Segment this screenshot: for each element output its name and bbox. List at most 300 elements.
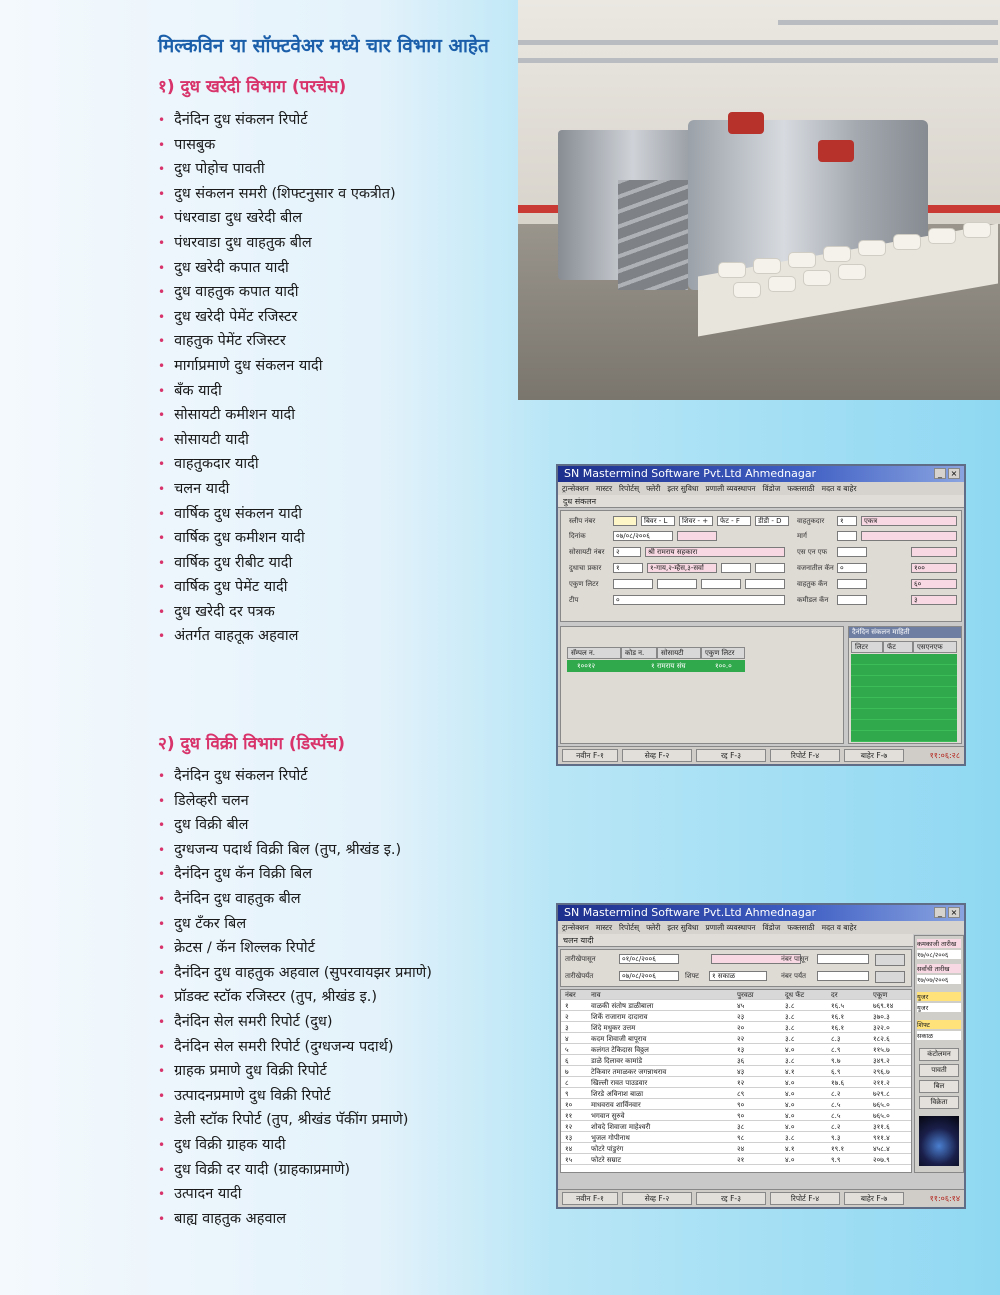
- rate-field[interactable]: [745, 579, 785, 589]
- side-col-liter: लिटर: [851, 641, 883, 653]
- list-item-text: उत्पादन यादी: [174, 1186, 242, 1203]
- bullet-icon: •: [158, 580, 166, 595]
- table-cell: १: [565, 1002, 569, 1010]
- bullet-icon: •: [158, 1088, 166, 1103]
- transporter-code[interactable]: १: [837, 516, 857, 526]
- list-item-text: दुध विक्री ग्राहक यादी: [174, 1136, 286, 1153]
- label-snf: एस एन एफ: [797, 548, 828, 556]
- bullet-icon: •: [158, 1187, 166, 1202]
- list-item-text: वार्षिक दुध रीबीट यादी: [174, 554, 293, 571]
- table-cell: खिल्ली रावत पाउडवार: [591, 1079, 648, 1087]
- list-item: [158, 985, 432, 1010]
- list-item: [158, 1035, 432, 1060]
- grid-col-code: कोड न.: [621, 647, 657, 659]
- list-item: [158, 133, 396, 158]
- snf-field[interactable]: [701, 579, 741, 589]
- minimize-button[interactable]: _: [934, 468, 946, 479]
- grid-col-society: सोसायटी: [657, 647, 701, 659]
- bullet-icon: •: [158, 842, 166, 857]
- table-cell: २४: [737, 1145, 745, 1153]
- bullet-icon: •: [158, 358, 166, 373]
- challan-table: [560, 989, 912, 1173]
- save-button[interactable]: सेव्ह F-२: [622, 749, 692, 762]
- label-note: टीप: [569, 596, 579, 604]
- list-item-text: दुग्धजन्य पदार्थ विक्री बिल (तुप, श्रीखंड इ.): [174, 841, 402, 858]
- table-cell: ९.७: [831, 1057, 841, 1065]
- snf-value[interactable]: [837, 547, 867, 557]
- label-transport-can: वाहतुक कॅन: [797, 580, 828, 588]
- table-cell: ३: [565, 1024, 569, 1032]
- bullet-icon: •: [158, 867, 166, 882]
- list-item-text: वार्षिक दुध कमीशन यादी: [174, 530, 305, 547]
- table-cell: ८.२: [831, 1090, 841, 1098]
- label-transporter: वाहतुकदार: [797, 517, 825, 525]
- menu-item[interactable]: ट्रान्सेक्शन: [562, 484, 589, 493]
- label-number-from: नंबर पासून: [781, 955, 809, 963]
- table-row[interactable]: [561, 1023, 911, 1033]
- grid-selected-row[interactable]: [567, 660, 745, 672]
- table-header: [561, 990, 911, 1000]
- table-cell: ३११.६: [873, 1123, 890, 1131]
- cancel-button-2[interactable]: रद्द F-३: [696, 1192, 766, 1205]
- list-item-text: दैनंदिन दुध कॅन विक्री बिल: [174, 866, 313, 883]
- table-cell: ८.९: [831, 1046, 841, 1054]
- label-number-to: नंबर पर्यंत: [781, 972, 806, 980]
- table-cell: ७२९.८: [873, 1090, 890, 1098]
- list-item-text: ग्राहक प्रमाणे दुध विक्री रिपोर्ट: [174, 1063, 327, 1080]
- side-button-1[interactable]: कंटोलमन: [919, 1048, 959, 1061]
- table-row[interactable]: [561, 1078, 911, 1088]
- list-item: [158, 231, 396, 256]
- list-item-text: सोसायटी यादी: [174, 431, 249, 448]
- list-item-text: वार्षिक दुध पेमेंट यादी: [174, 579, 288, 596]
- list-item: [158, 329, 396, 354]
- save-button-2[interactable]: सेव्ह F-२: [622, 1192, 692, 1205]
- bullet-icon: •: [158, 1113, 166, 1128]
- bullet-icon: •: [158, 186, 166, 201]
- society-number-field[interactable]: २: [613, 547, 641, 557]
- bullet-icon: •: [158, 555, 166, 570]
- list-item-text: मार्गाप्रमाणे दुध संकलन यादी: [174, 357, 323, 374]
- bullet-icon: •: [158, 891, 166, 906]
- table-row[interactable]: [561, 1045, 911, 1055]
- table-row[interactable]: [561, 1034, 911, 1044]
- table-cell: ३.८: [785, 1035, 795, 1043]
- table-row[interactable]: [561, 1133, 911, 1143]
- table-cell: शोवदे शिवाजा माहेश्वरी: [591, 1123, 651, 1131]
- side-button-3[interactable]: बिल: [919, 1080, 959, 1093]
- list-item-text: दैनंदिन दुध वाहतुक बील: [174, 890, 301, 907]
- list-item: [158, 526, 396, 551]
- export-button[interactable]: [875, 971, 905, 983]
- list-item: [158, 575, 396, 600]
- list-item: [158, 600, 396, 625]
- table-cell: वाळकी संतोष डाळीबाला: [591, 1002, 654, 1010]
- table-cell: १७.६: [831, 1079, 845, 1087]
- bullet-icon: •: [158, 211, 166, 226]
- table-cell: ११५.७: [873, 1046, 890, 1054]
- grand-liter[interactable]: १००: [911, 563, 957, 573]
- side-green-grid: [851, 654, 957, 742]
- table-cell: शिरडे अविनाश बाळा: [591, 1090, 644, 1098]
- bullet-icon: •: [158, 990, 166, 1005]
- table-cell: ४.०: [785, 1090, 795, 1098]
- list-item: [158, 280, 396, 305]
- col-number: नंबर: [565, 991, 576, 999]
- table-cell: ३.८: [785, 1024, 795, 1032]
- list-item: [158, 1108, 432, 1133]
- transport-can-field[interactable]: [837, 579, 867, 589]
- milk-small-field-2[interactable]: [755, 563, 785, 573]
- table-cell: ३२२.०: [873, 1024, 890, 1032]
- section2-title: २) दुध विक्री विभाग (डिस्पॅच): [158, 734, 345, 754]
- table-cell: ३४९.२: [873, 1057, 890, 1065]
- table-cell: ३८: [737, 1123, 745, 1131]
- table-cell: भुजल गोपीनाथ: [591, 1134, 630, 1142]
- grid-col-sample: सॅम्पल न.: [567, 647, 621, 659]
- milk-type-code[interactable]: १: [613, 563, 643, 573]
- side-label-2: सर्वांची तारीख: [917, 964, 961, 973]
- transporter-name[interactable]: एकत्र: [861, 516, 957, 526]
- list-item: [158, 551, 396, 576]
- table-cell: ४.०: [785, 1079, 795, 1087]
- list-item-text: वाहतुकदार यादी: [174, 456, 259, 473]
- table-cell: ४.०: [785, 1156, 795, 1164]
- daily-summary-panel: [848, 626, 962, 744]
- bullet-icon: •: [158, 432, 166, 447]
- table-cell: कदम शिवाजी बापूराव: [591, 1035, 647, 1043]
- table-cell: ३६: [737, 1057, 745, 1065]
- fat-field[interactable]: [657, 579, 697, 589]
- bullet-icon: •: [158, 1064, 166, 1079]
- menu-item[interactable]: रिपोर्टस्: [619, 484, 640, 493]
- bullet-icon: •: [158, 1162, 166, 1177]
- table-cell: १२: [737, 1079, 745, 1087]
- list-item-text: वाहतुक पेमेंट रजिस्टर: [174, 333, 286, 350]
- col-supply: पुरवठा: [737, 991, 754, 999]
- bullet-icon: •: [158, 457, 166, 472]
- bullet-icon: •: [158, 818, 166, 833]
- list-item-text: पंधरवाडा दुध वाहतुक बील: [174, 234, 312, 251]
- menu-item[interactable]: फ्लेरी: [646, 484, 661, 493]
- new-button-2[interactable]: नवीन F-१: [562, 1192, 618, 1205]
- milk-collection-window: [556, 464, 966, 766]
- col-fat: दूध फॅट: [785, 991, 805, 999]
- bullet-icon: •: [158, 1211, 166, 1226]
- list-item-text: दुध संकलन समरी (शिफ्टनुसार व एकत्रीत): [174, 185, 396, 202]
- note-field[interactable]: ०: [613, 595, 785, 605]
- list-item-text: उत्पादनप्रमाणे दुध विक्री रिपोर्ट: [174, 1087, 331, 1104]
- total-liter-field[interactable]: [613, 579, 653, 589]
- section1-list: [158, 108, 396, 649]
- menu-item[interactable]: इतर सुविधा: [667, 923, 699, 932]
- table-cell: ७६५.०: [873, 1112, 890, 1120]
- list-item-text: क्रेटस / कॅन शिल्लक रिपोर्ट: [174, 940, 315, 957]
- menu-item[interactable]: इतर सुविधा: [667, 484, 699, 493]
- list-item-text: अंतर्गत वाहतूक अहवाल: [174, 628, 299, 645]
- table-cell: २९६.७: [873, 1068, 890, 1076]
- table-cell: ४: [565, 1035, 569, 1043]
- side-button-4[interactable]: विक्रेता: [919, 1096, 959, 1109]
- label-date-from: तारीखेपासून: [565, 955, 596, 963]
- table-cell: ५: [565, 1046, 569, 1054]
- number-from-field[interactable]: [817, 954, 869, 964]
- table-cell: ७: [565, 1068, 569, 1076]
- daily-summary-title: दैनंदिन संकलन माहिती: [849, 627, 961, 638]
- dairy-plant-photo: [518, 0, 1000, 400]
- btn-bivar[interactable]: बिवर - L: [641, 516, 675, 526]
- list-item: [158, 428, 396, 453]
- table-cell: ८.५: [831, 1112, 841, 1120]
- menu-item[interactable]: मदत व बाहेर: [821, 484, 857, 493]
- side-info-panel: [914, 935, 964, 1173]
- society-name-field[interactable]: श्री रामराय सहकारा: [645, 547, 785, 557]
- table-cell: १३: [737, 1046, 745, 1054]
- btn-dd[interactable]: डीडी - D: [755, 516, 789, 526]
- menu-item[interactable]: फक्तसाठी: [787, 484, 815, 493]
- list-item: [158, 305, 396, 330]
- table-cell: १२: [565, 1123, 573, 1131]
- list-item: [158, 1158, 432, 1183]
- side-button-2[interactable]: पावती: [919, 1064, 959, 1077]
- logo-image: [919, 1116, 959, 1166]
- table-cell: ९८: [737, 1134, 745, 1142]
- menu-item[interactable]: फ्लेरी: [646, 923, 661, 932]
- shift-select[interactable]: १ सकाळ: [709, 971, 767, 981]
- table-cell: ४५: [737, 1002, 745, 1010]
- minimize-button-2[interactable]: _: [934, 907, 946, 918]
- slip-number-field[interactable]: [613, 516, 637, 526]
- side-label-1: कमकाजी तारीख: [917, 939, 961, 948]
- table-cell: ८.२: [831, 1123, 841, 1131]
- bullet-icon: •: [158, 1137, 166, 1152]
- table-cell: २०७.९: [873, 1156, 890, 1164]
- table-cell: ८.५: [831, 1101, 841, 1109]
- bullet-icon: •: [158, 260, 166, 275]
- table-cell: १६.१: [831, 1013, 845, 1021]
- btn-shivar[interactable]: शिवर - +: [679, 516, 713, 526]
- filter-panel: [560, 949, 912, 987]
- list-item-text: दैनंदिन दुध वाहतुक अहवाल (सुपरवायझर प्रमाणे): [174, 964, 432, 981]
- menu-item[interactable]: मास्टर: [595, 923, 613, 932]
- list-item: [158, 624, 396, 649]
- search-button[interactable]: [875, 954, 905, 966]
- list-item-text: दैनंदिन सेल समरी रिपोर्ट (दुग्धजन्य पदार्थ): [174, 1038, 394, 1055]
- side-label-4: शिफ्ट: [917, 1020, 961, 1029]
- table-cell: माधवराव शार्विनवार: [591, 1101, 641, 1109]
- bullet-icon: •: [158, 408, 166, 423]
- bullet-icon: •: [158, 916, 166, 931]
- table-cell: ६.९: [831, 1068, 841, 1076]
- grand-count[interactable]: ३: [911, 595, 957, 605]
- table-row[interactable]: [561, 1122, 911, 1132]
- grid-cell-society: १ रामराय संघ: [651, 662, 686, 670]
- table-row[interactable]: [561, 1056, 911, 1066]
- list-item: [158, 912, 432, 937]
- side-val-4: सकाळ: [917, 1031, 961, 1040]
- total-collection[interactable]: [911, 547, 957, 557]
- table-row[interactable]: [561, 1089, 911, 1099]
- table-cell: ७६९.१४: [873, 1002, 894, 1010]
- label-can-weight: वजनातील कॅन: [797, 564, 834, 572]
- report-button-2[interactable]: रिपोर्ट F-४: [770, 1192, 840, 1205]
- list-item: [158, 108, 396, 133]
- list-item: [158, 887, 432, 912]
- table-cell: ४.१: [785, 1145, 795, 1153]
- date-pink-field[interactable]: [677, 531, 717, 541]
- bullet-icon: •: [158, 941, 166, 956]
- grid-col-total: एकुण लिटर: [701, 647, 745, 659]
- table-cell: ३.८: [785, 1134, 795, 1142]
- table-row[interactable]: [561, 1001, 911, 1011]
- label-date-to: तारीखेपर्यंत: [565, 972, 594, 980]
- list-item: [158, 354, 396, 379]
- table-cell: फोटरे पांडुरंग: [591, 1145, 624, 1153]
- table-row[interactable]: [561, 1111, 911, 1121]
- entries-panel: [560, 626, 844, 744]
- exit-button-2[interactable]: बाहेर F-७: [844, 1192, 904, 1205]
- table-row[interactable]: [561, 1144, 911, 1154]
- clock-2: ११:०६:१४: [929, 1194, 960, 1203]
- list-item: [158, 182, 396, 207]
- label-shift: शिफ्ट: [685, 972, 699, 980]
- table-cell: टेकिवार तमाळकर जगन्नाथराव: [591, 1068, 667, 1076]
- col-total: एकूण: [873, 991, 888, 999]
- milk-small-field[interactable]: [721, 563, 751, 573]
- commission-can-field[interactable]: [837, 595, 867, 605]
- table-row[interactable]: [561, 1155, 911, 1165]
- can-weight-field[interactable]: ०: [837, 563, 867, 573]
- list-item-text: वार्षिक दुध संकलन यादी: [174, 505, 303, 522]
- table-cell: शिर्के राजाराम दादाराव: [591, 1013, 648, 1021]
- list-item: [158, 379, 396, 404]
- table-row[interactable]: [561, 1100, 911, 1110]
- bullet-icon: •: [158, 113, 166, 127]
- grand-fat[interactable]: ६०: [911, 579, 957, 589]
- table-cell: ८९: [737, 1090, 745, 1098]
- exit-button[interactable]: बाहेर F-७: [844, 749, 904, 762]
- table-cell: १४: [565, 1145, 573, 1153]
- list-item-text: डिलेव्हरी चलन: [174, 792, 249, 809]
- table-cell: कलंगत टेकिदास विठ्ठल: [591, 1046, 649, 1054]
- table-row[interactable]: [561, 1067, 911, 1077]
- list-item: [158, 206, 396, 231]
- table-cell: ४३: [737, 1068, 745, 1076]
- list-item-text: प्रॉडक्ट स्टॉक रजिस्टर (तुप, श्रीखंड इ.): [174, 989, 378, 1006]
- table-cell: १५: [565, 1156, 573, 1164]
- list-item: [158, 813, 432, 838]
- list-item: [158, 789, 432, 814]
- table-cell: २३: [737, 1013, 745, 1021]
- menu-item[interactable]: रिपोर्टस्: [619, 923, 640, 932]
- menu-item[interactable]: फक्तसाठी: [787, 923, 815, 932]
- cancel-button[interactable]: रद्द F-३: [696, 749, 766, 762]
- report-button[interactable]: रिपोर्ट F-४: [770, 749, 840, 762]
- menu-item[interactable]: प्रणाली व्यवस्थापन: [705, 484, 756, 493]
- list-item-text: दैनंदिन सेल समरी रिपोर्ट (दुध): [174, 1013, 333, 1030]
- heading: मिल्कविन या सॉफ्टवेअर मध्ये चार विभाग आहेत: [158, 35, 489, 57]
- date-field[interactable]: ०७/०८/२००६: [613, 531, 673, 541]
- menu-item[interactable]: ट्रान्सेक्शन: [562, 923, 589, 932]
- table-cell: २१: [737, 1156, 745, 1164]
- menu-item[interactable]: विंडोज: [762, 923, 781, 932]
- list-item-text: दुध खरेदी दर पत्रक: [174, 603, 275, 620]
- new-button[interactable]: नवीन F-१: [562, 749, 618, 762]
- list-item-text: दैनंदिन दुध संकलन रिपोर्ट: [174, 768, 308, 784]
- bullet-icon: •: [158, 769, 166, 783]
- list-item-text: पासबुक: [174, 136, 216, 153]
- label-society: सोसायटी नंबर: [569, 548, 605, 556]
- list-title: चलन यादी: [558, 934, 913, 947]
- date-from-field[interactable]: ०१/०८/२००६: [619, 954, 679, 964]
- route-name[interactable]: [861, 531, 957, 541]
- route-code[interactable]: [837, 531, 857, 541]
- table-cell: ९.३: [831, 1134, 841, 1142]
- date-to-field[interactable]: ०७/०८/२००६: [619, 971, 679, 981]
- table-cell: २११.२: [873, 1079, 890, 1087]
- list-item: [158, 1182, 432, 1207]
- list-item: [158, 1010, 432, 1035]
- list-item-text: दुध पोहोच पावती: [174, 161, 265, 178]
- list-item: [158, 403, 396, 428]
- table-cell: ९११.४: [873, 1134, 890, 1142]
- status-bar: [558, 746, 964, 764]
- bullet-icon: •: [158, 481, 166, 496]
- list-item-text: दुध खरेदी कपात यादी: [174, 259, 289, 276]
- close-button-2[interactable]: ×: [948, 907, 960, 918]
- list-item-text: दुध विक्री बील: [174, 817, 249, 834]
- table-cell: ३.८: [785, 1013, 795, 1021]
- table-cell: ४.०: [785, 1123, 795, 1131]
- number-to-field[interactable]: [817, 971, 869, 981]
- menu-item[interactable]: विंडोज: [762, 484, 781, 493]
- label-route: मार्ग: [797, 532, 807, 540]
- label-slip: स्लीप नंबर: [569, 517, 596, 525]
- table-cell: फोटरे सम्राट: [591, 1156, 622, 1164]
- list-item: [158, 764, 432, 789]
- list-item-text: दुध विक्री दर यादी (ग्राहकाप्रमाणे): [174, 1161, 351, 1178]
- bullet-icon: •: [158, 793, 166, 808]
- table-row[interactable]: [561, 1012, 911, 1022]
- menu-item[interactable]: प्रणाली व्यवस्थापन: [705, 923, 756, 932]
- list-item-text: पंधरवाडा दुध खरेदी बील: [174, 210, 303, 227]
- list-item-text: दुध वाहतुक कपात यादी: [174, 284, 299, 301]
- bullet-icon: •: [158, 1014, 166, 1029]
- list-item-text: दुध टँकर बिल: [174, 915, 247, 932]
- table-cell: ९: [565, 1090, 569, 1098]
- list-item: [158, 477, 396, 502]
- bullet-icon: •: [158, 506, 166, 521]
- table-cell: १८२.६: [873, 1035, 890, 1043]
- close-button[interactable]: ×: [948, 468, 960, 479]
- section1-title: १) दुध खरेदी विभाग (परचेस): [158, 77, 347, 97]
- milk-type-field[interactable]: १-गाय,२-म्हैस,३-सर्वा: [647, 563, 717, 573]
- challan-list-window: [556, 903, 966, 1209]
- side-val-1: १७/०८/२००६: [917, 950, 961, 959]
- window-title: SN Mastermind Software Pvt.Ltd Ahmednagar: [558, 466, 964, 482]
- btn-fat[interactable]: फेट - F: [717, 516, 751, 526]
- table-cell: ९०: [737, 1101, 745, 1109]
- table-cell: २२: [737, 1035, 745, 1043]
- list-item: [158, 1133, 432, 1158]
- side-val-2: १७/०७/२००६: [917, 975, 961, 984]
- form-panel: [560, 510, 962, 622]
- list-item: [158, 1059, 432, 1084]
- menu-item[interactable]: मास्टर: [595, 484, 613, 493]
- menu-item[interactable]: मदत व बाहेर: [821, 923, 857, 932]
- col-rate: दर: [831, 991, 838, 999]
- label-milk-type: दुधाचा प्रकार: [569, 564, 602, 572]
